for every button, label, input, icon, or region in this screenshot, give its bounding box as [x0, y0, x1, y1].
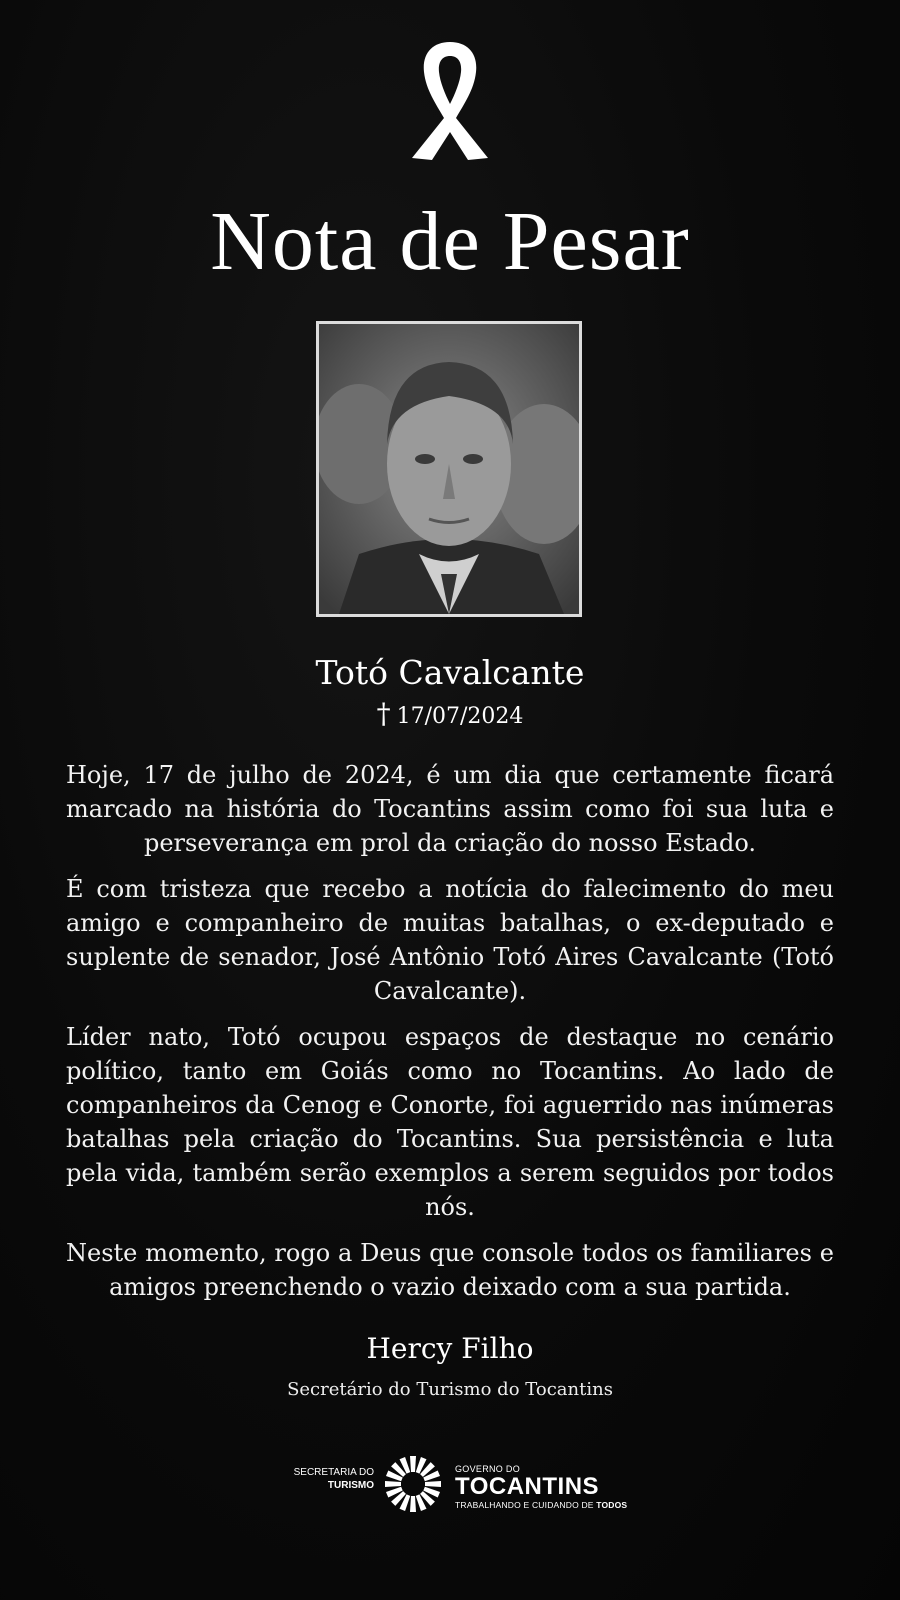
death-date: 17/07/2024 — [396, 704, 524, 729]
deceased-name: Totó Cavalcante — [315, 653, 585, 692]
message-paragraph: É com tristeza que recebo a notícia do falecimento do meu amigo e companheiro de muitas batalhas, o ex-deputado e suplente de senador, José Antônio Totó Aires Cavalcante (Totó Cavalcante). — [66, 875, 834, 1005]
page-title: Nota de Pesar — [210, 195, 690, 288]
tocantins-sun-logo-icon — [383, 1454, 443, 1514]
mourning-ribbon-icon — [392, 34, 508, 168]
message-paragraph: Líder nato, Totó ocupou espaços de destaque no cenário político, tanto em Goiás como no Tocantins. Ao lado de companheiros da Cenog e Conorte, foi aguerrido nas inúmeras batalhas pela criação do Tocantins. Sua persistência e luta pela vida, também serão exemplos a serem seguidos por todos nós. — [66, 1023, 834, 1221]
gov-tagline-bold: TODOS — [596, 1500, 628, 1510]
cross-icon: † — [376, 697, 391, 730]
portrait-photo — [316, 321, 582, 617]
governo-tocantins-logo — [455, 1464, 627, 1511]
message-paragraph: Hoje, 17 de julho de 2024, é um dia que certamente ficará marcado na história do Tocantins assim como foi sua luta e perseverança em prol da criação do nosso Estado. — [66, 761, 834, 857]
footer-logos — [0, 1452, 900, 1522]
signer-name: Hercy Filho — [366, 1332, 534, 1365]
gov-tagline — [455, 1499, 627, 1511]
gov-big-text: TOCANTINS — [455, 1473, 600, 1500]
secretaria-line1: SECRETARIA DO — [293, 1467, 374, 1478]
gov-small-text: GOVERNO DO — [455, 1464, 521, 1474]
signer-role: Secretário do Turismo do Tocantins — [287, 1379, 613, 1400]
secretaria-line2: TURISMO — [327, 1480, 374, 1491]
gov-tagline-prefix: TRABALHANDO E CUIDANDO DE — [455, 1500, 594, 1510]
death-date-line — [0, 699, 900, 732]
condolence-message — [66, 758, 834, 1316]
message-paragraph: Neste momento, rogo a Deus que console todos os familiares e amigos preenchendo o vazio deixado com a sua partida. — [66, 1239, 834, 1301]
secretaria-turismo-logo — [288, 1466, 374, 1492]
